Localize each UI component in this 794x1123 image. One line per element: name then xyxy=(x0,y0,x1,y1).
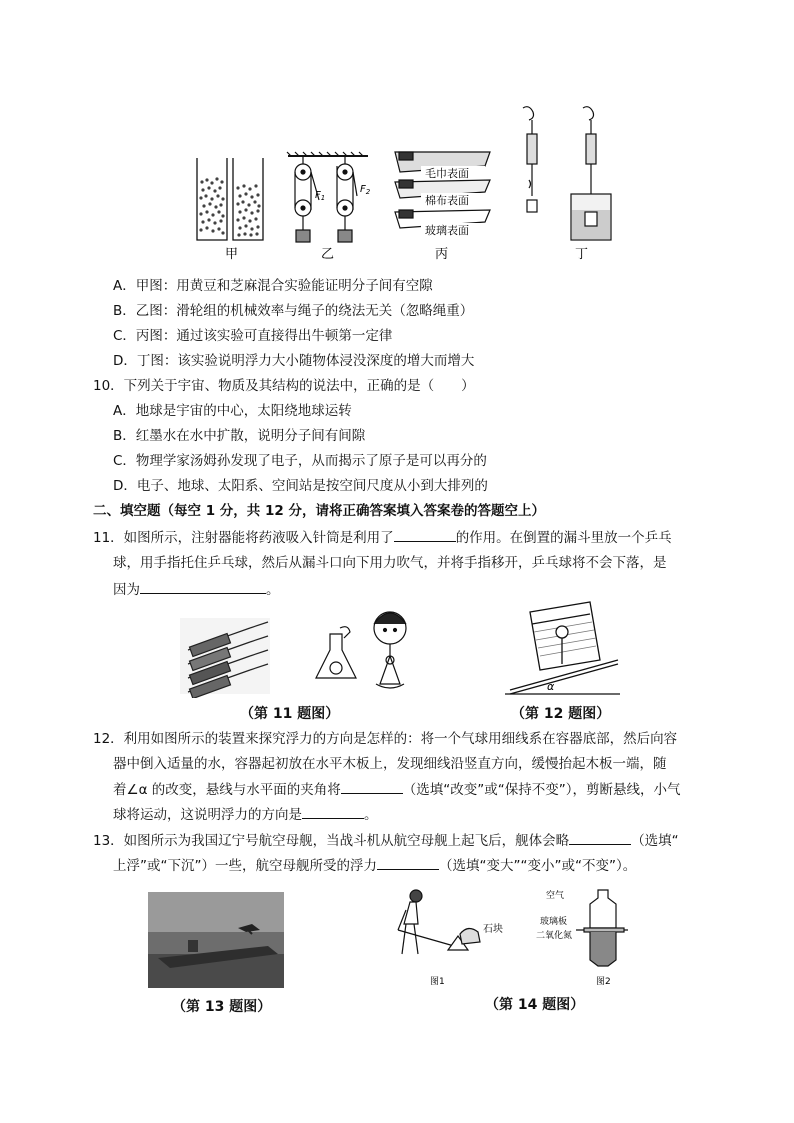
q11-line3: 因为 。 xyxy=(113,579,280,600)
aircraft-carrier-photo xyxy=(148,892,284,988)
surface-cotton: 棉布表面 xyxy=(425,194,469,207)
q11-line2: 球，用手指托住乒乓球，然后从漏斗口向下用力吹气，并将手指移开，乒乓球将不会下落，是 xyxy=(113,555,667,571)
q13-line2: 上浮”或“下沉”）一些，航空母舰所受的浮力 （选填“变大”“变小”或“不变”）。 xyxy=(113,855,636,876)
label-ding: 丁 xyxy=(575,247,589,262)
q10-stem: 10．下列关于宇宙、物质及其结构的说法中，正确的是（ ） xyxy=(93,378,475,394)
q10-option-b: B．红墨水在水中扩散，说明分子间有间隙 xyxy=(113,428,366,444)
figure-q11-q12 xyxy=(180,598,620,698)
q9-option-b: B．乙图：滑轮组的机械效率与绳子的绕法无关（忽略绳重） xyxy=(113,303,474,319)
glass-plate-label: 玻璃板 xyxy=(540,917,568,927)
answer-blank[interactable] xyxy=(569,830,631,845)
syringes-photo xyxy=(180,618,270,698)
fig2-label: 图2 xyxy=(596,977,611,987)
alpha-label: α xyxy=(547,680,555,693)
q10-option-d: D．电子、地球、太阳系、空间站是按空间尺度从小到大排列的 xyxy=(113,478,488,494)
funnel-ping-pong-diagram xyxy=(316,612,406,688)
incline-beaker-diagram xyxy=(505,602,620,694)
fig1-label: 图1 xyxy=(430,977,445,987)
label-yi: 乙 xyxy=(321,247,335,262)
pulley-diagram xyxy=(287,152,368,242)
figure-q13-q14 xyxy=(148,884,628,994)
q12-line1: 12．利用如图所示的装置来探究浮力的方向是怎样的：将一个气球用细线系在容器底部，然后向容 xyxy=(93,731,678,747)
answer-blank[interactable] xyxy=(341,779,403,794)
spring-scale-diagram xyxy=(523,107,611,240)
q10-option-c: C．物理学家汤姆孙发现了电子，从而揭示了原子是可以再分的 xyxy=(113,453,487,469)
q12-line2: 器中倒入适量的水，容器起初放在水平木板上，发现细线沿竖直方向，缓慢抬起木板一端，随 xyxy=(113,756,667,772)
q11-line1: 11．如图所示，注射器能将药液吸入针筒是利用了 的作用。在倒置的漏斗里放一个乒乓 xyxy=(93,527,672,548)
answer-blank[interactable] xyxy=(302,804,364,819)
q12-line3: 着∠α 的改变，悬线与水平面的夹角将 （选填“改变”或“保持不变”），剪断悬线，小气 xyxy=(113,779,681,800)
force-f2-label: $F_2$ xyxy=(360,184,371,196)
caption-q14: （第 14 题图） xyxy=(485,997,585,1013)
air-label: 空气 xyxy=(546,891,565,901)
answer-blank[interactable] xyxy=(377,855,439,870)
q9-option-d: D．丁图：该实验说明浮力大小随物体浸没深度的增大而增大 xyxy=(113,353,475,369)
no2-label: 二氧化氮 xyxy=(536,931,573,941)
q10-option-a: A．地球是宇宙的中心，太阳绕地球运转 xyxy=(113,403,352,419)
q9-option-a: A．甲图：用黄豆和芝麻混合实验能证明分子间有空隙 xyxy=(113,278,433,294)
q13-line1: 13．如图所示为我国辽宁号航空母舰，当战斗机从航空母舰上起飞后，舰体会略 （选填“ xyxy=(93,830,679,851)
answer-blank[interactable] xyxy=(394,527,456,542)
label-bing: 丙 xyxy=(435,247,449,262)
stone-label: 石块 xyxy=(483,924,503,935)
caption-q11: （第 11 题图） xyxy=(240,706,340,722)
q9-option-c: C．丙图：通过该实验可直接得出牛顿第一定律 xyxy=(113,328,393,344)
caption-q13: （第 13 题图） xyxy=(172,999,272,1015)
surface-glass: 玻璃表面 xyxy=(425,224,469,237)
label-jia: 甲 xyxy=(225,247,239,262)
caption-q12: （第 12 题图） xyxy=(511,706,611,722)
surface-towel: 毛巾表面 xyxy=(425,167,469,180)
section-heading: 二、填空题（每空 1 分，共 12 分，请将正确答案填入答案卷的答题空上） xyxy=(93,503,545,519)
figure-q9 xyxy=(185,100,615,266)
answer-blank[interactable] xyxy=(140,579,266,594)
q12-line4: 球将运动，这说明浮力的方向是 。 xyxy=(113,804,378,825)
gas-diffusion-diagram xyxy=(576,890,628,966)
force-f1-label: $F_1$ xyxy=(315,190,326,202)
lever-worker-diagram xyxy=(398,890,480,954)
